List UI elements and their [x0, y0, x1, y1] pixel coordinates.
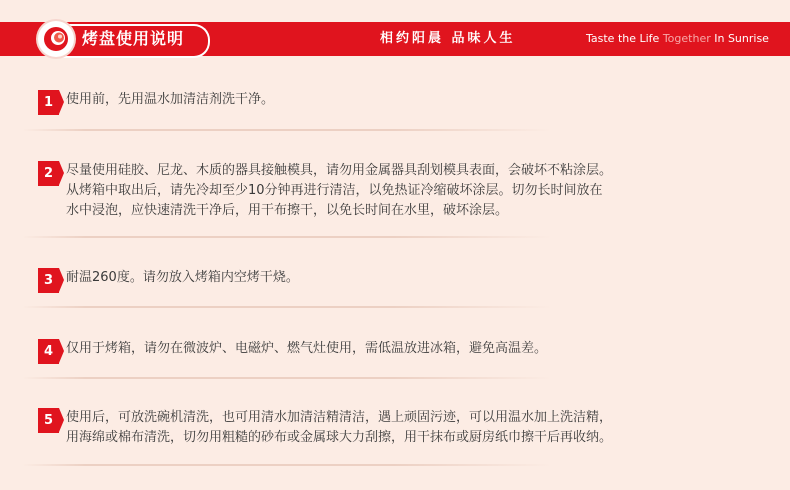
item-text	[66, 408, 746, 448]
item-text	[66, 90, 746, 110]
item-line: 尽量使用硅胶、尼龙、木质的器具接触模具，请勿用金属器具刮划模具表面，会破坏不粘涂层。	[66, 163, 613, 178]
slogan-en-part-a: Taste the Life	[586, 32, 663, 45]
divider	[22, 236, 552, 238]
slogan-chinese: 相约阳晨 品味人生	[380, 31, 516, 46]
item-line: 从烤箱中取出后，请先冷却至少10分钟再进行清洁，以免热证冷缩破坏涂层。切勿长时间放在	[66, 183, 603, 198]
item-text	[66, 268, 746, 288]
sunrise-logo-icon	[38, 21, 74, 57]
divider	[22, 377, 552, 379]
slogan-en-part-c: In Sunrise	[710, 32, 769, 45]
divider	[22, 306, 552, 308]
item-number-badge: 3	[38, 268, 59, 293]
swirl-graphic	[43, 26, 69, 52]
item-line: 使用前，先用温水加清洁剂洗干净。	[66, 92, 275, 107]
item-number-badge: 1	[38, 90, 59, 115]
item-text	[66, 339, 746, 359]
item-line: 仅用于烤箱，请勿在微波炉、电磁炉、燃气灶使用，需低温放进冰箱，避免高温差。	[66, 341, 548, 356]
item-number-badge: 5	[38, 408, 59, 433]
item-line: 使用后，可放洗碗机清洗，也可用清水加清洁精清洁，遇上顽固污迹，可以用温水加上洗洁精，	[66, 410, 613, 425]
item-line: 水中浸泡，应快速清洗干净后，用干布擦干，以免长时间在水里，破坏涂层。	[66, 203, 509, 218]
slogan-en-highlight: Together	[662, 32, 711, 45]
slogan-english	[586, 22, 769, 56]
item-line: 用海绵或棉布清洗，切勿用粗糙的砂布或金属球大力刮擦，用干抹布或厨房纸巾擦干后再收纳。	[66, 430, 613, 445]
divider	[22, 129, 552, 131]
item-number-badge: 2	[38, 161, 59, 186]
divider	[22, 464, 552, 466]
page-title: 烤盘使用说明	[82, 29, 185, 48]
item-line: 耐温260度。请勿放入烤箱内空烤干烧。	[66, 270, 299, 285]
item-text	[66, 161, 746, 221]
item-number-badge: 4	[38, 339, 59, 364]
